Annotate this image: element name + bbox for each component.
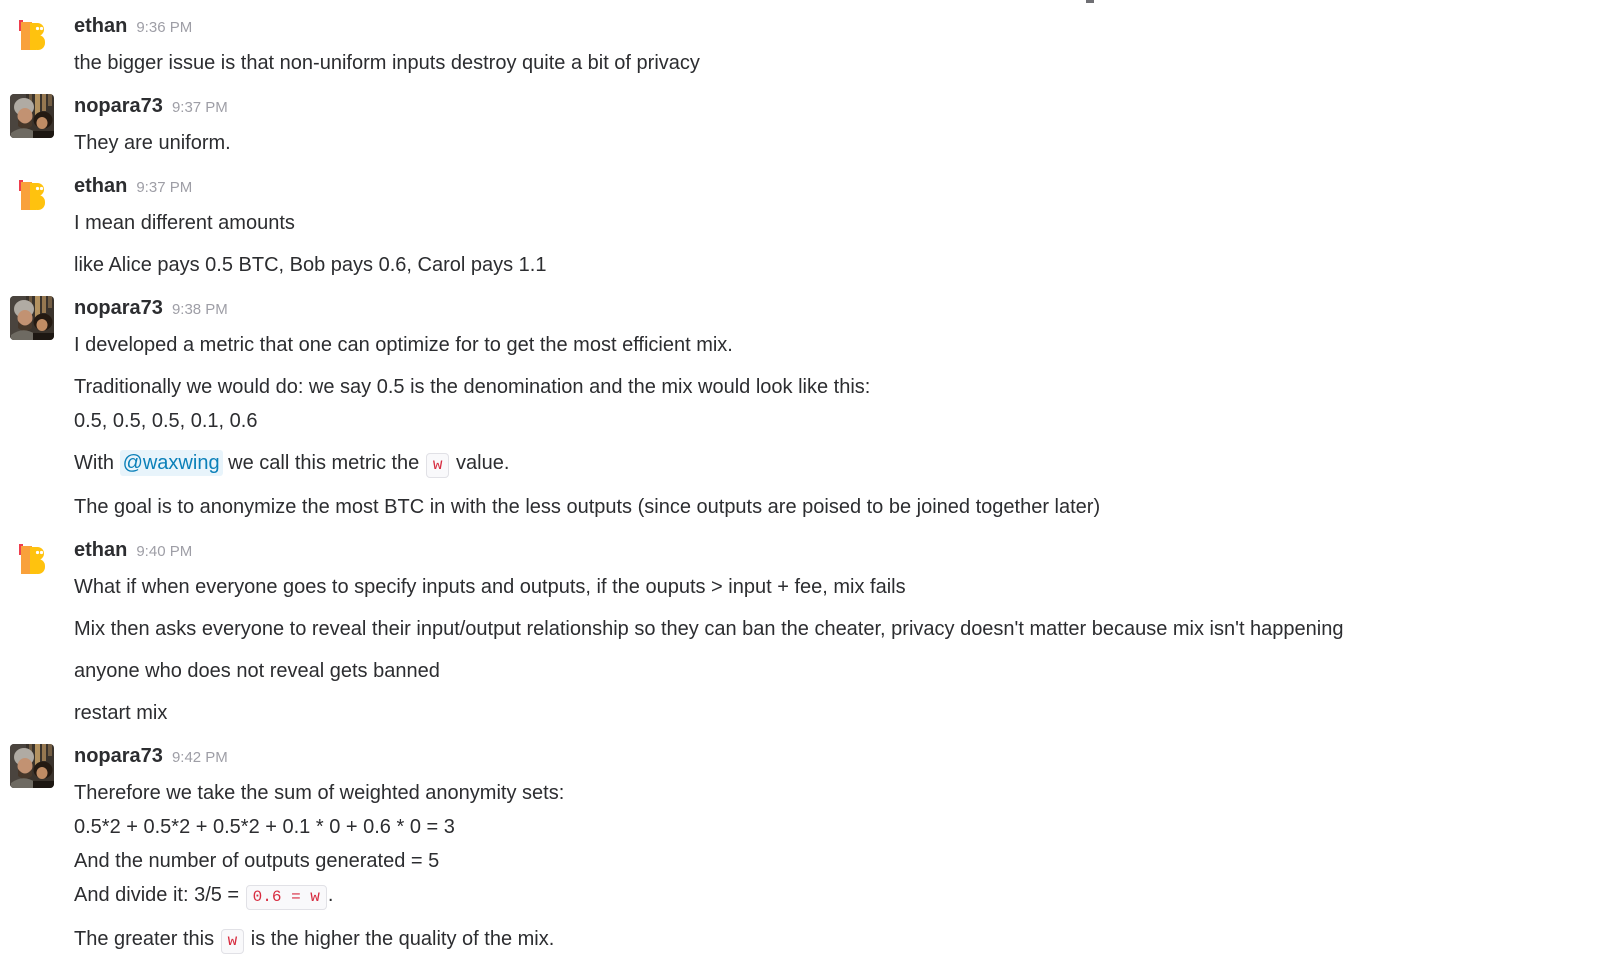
message-line [74, 370, 1595, 404]
message-header [74, 14, 1595, 40]
message-line [74, 490, 1595, 524]
message-text: What if when everyone goes to specify inputs and outputs, if the ouputs > input + fee, mix fails [74, 576, 906, 598]
username[interactable]: ethan [74, 539, 128, 561]
message-text: 0.5, 0.5, 0.5, 0.1, 0.6 [74, 410, 258, 432]
message-text: is the higher the quality of the mix. [245, 928, 555, 950]
message-text: restart mix [74, 702, 168, 724]
message [74, 46, 1595, 80]
inline-code: w [426, 453, 450, 478]
timestamp[interactable]: 9:36 PM [136, 19, 193, 36]
message-group [0, 538, 1605, 730]
message-line [74, 922, 1595, 958]
message [74, 696, 1595, 730]
message [74, 776, 1595, 914]
message-header [74, 174, 1595, 200]
message-text: Mix then asks everyone to reveal their input/output relationship so they can ban the cheater, privacy doesn't matter because mix isn't happening [74, 618, 1344, 640]
message-group-content [74, 174, 1605, 282]
message-header [74, 296, 1595, 322]
username[interactable]: ethan [74, 15, 128, 37]
message-group [0, 94, 1605, 160]
avatar-ethan[interactable] [10, 538, 54, 582]
message-text: like Alice pays 0.5 BTC, Bob pays 0.6, Carol pays 1.1 [74, 254, 547, 276]
message-line [74, 878, 1595, 914]
message-group-content [74, 94, 1605, 160]
message-text: With [74, 452, 120, 474]
message-group-content [74, 296, 1605, 524]
message-group [0, 296, 1605, 524]
message [74, 570, 1595, 604]
message-text: the bigger issue is that non-uniform inputs destroy quite a bit of privacy [74, 52, 700, 74]
message-header [74, 538, 1595, 564]
message-line [74, 696, 1595, 730]
message-line [74, 776, 1595, 810]
message-line [74, 612, 1595, 646]
message-group-content [74, 538, 1605, 730]
timestamp[interactable]: 9:37 PM [136, 179, 193, 196]
timestamp[interactable]: 9:42 PM [171, 749, 228, 766]
message-text: anyone who does not reveal gets banned [74, 660, 440, 682]
message-text: Therefore we take the sum of weighted anonymity sets: [74, 782, 565, 804]
avatar-ethan[interactable] [10, 174, 54, 218]
mention-waxwing[interactable]: @waxwing [120, 450, 223, 476]
message-group [0, 14, 1605, 80]
message-text: I developed a metric that one can optimize for to get the most efficient mix. [74, 334, 733, 356]
username[interactable]: nopara73 [74, 95, 163, 117]
message [74, 126, 1595, 160]
avatar-nopara73[interactable] [10, 296, 54, 340]
message-line [74, 248, 1595, 282]
message-line [74, 570, 1595, 604]
timestamp[interactable]: 9:38 PM [171, 301, 228, 318]
message [74, 446, 1595, 482]
message-line [74, 446, 1595, 482]
avatar-nopara73[interactable] [10, 744, 54, 788]
message-header [74, 94, 1595, 120]
message-line [74, 404, 1595, 438]
message [74, 490, 1595, 524]
message-text: value. [450, 452, 510, 474]
message-line [74, 844, 1595, 878]
avatar-ethan[interactable] [10, 14, 54, 58]
message-text: . [327, 884, 334, 906]
timestamp[interactable]: 9:37 PM [171, 99, 228, 116]
message-header [74, 744, 1595, 770]
message-line [74, 126, 1595, 160]
message-group-content [74, 744, 1605, 958]
message [74, 654, 1595, 688]
message [74, 370, 1595, 438]
message [74, 612, 1595, 646]
message-line [74, 206, 1595, 240]
message [74, 206, 1595, 240]
message-text: And divide it: 3/5 = [74, 884, 245, 906]
message [74, 248, 1595, 282]
message-text: The goal is to anonymize the most BTC in with the less outputs (since outputs are poised to be joined together later) [74, 496, 1101, 518]
timestamp[interactable]: 9:40 PM [136, 543, 193, 560]
message-line [74, 810, 1595, 844]
message-line [74, 46, 1595, 80]
cutoff-fragment [1086, 0, 1094, 3]
message-group-content [74, 14, 1605, 80]
message-line [74, 654, 1595, 688]
username[interactable]: nopara73 [74, 297, 163, 319]
inline-code: 0.6 = w [246, 885, 327, 910]
message-text: 0.5*2 + 0.5*2 + 0.5*2 + 0.1 * 0 + 0.6 * 0 = 3 [74, 816, 455, 838]
message-text: I mean different amounts [74, 212, 295, 234]
message-line [74, 328, 1595, 362]
username[interactable]: nopara73 [74, 745, 163, 767]
message-text: They are uniform. [74, 132, 231, 154]
avatar-nopara73[interactable] [10, 94, 54, 138]
message-text: we call this metric the [222, 452, 425, 474]
message-text: The greater this [74, 928, 220, 950]
message [74, 922, 1595, 958]
message-group [0, 744, 1605, 958]
message-text: Traditionally we would do: we say 0.5 is the denomination and the mix would look like this: [74, 376, 871, 398]
message-text: And the number of outputs generated = 5 [74, 850, 440, 872]
inline-code: w [221, 929, 245, 954]
message-group [0, 174, 1605, 282]
username[interactable]: ethan [74, 175, 128, 197]
message [74, 328, 1595, 362]
